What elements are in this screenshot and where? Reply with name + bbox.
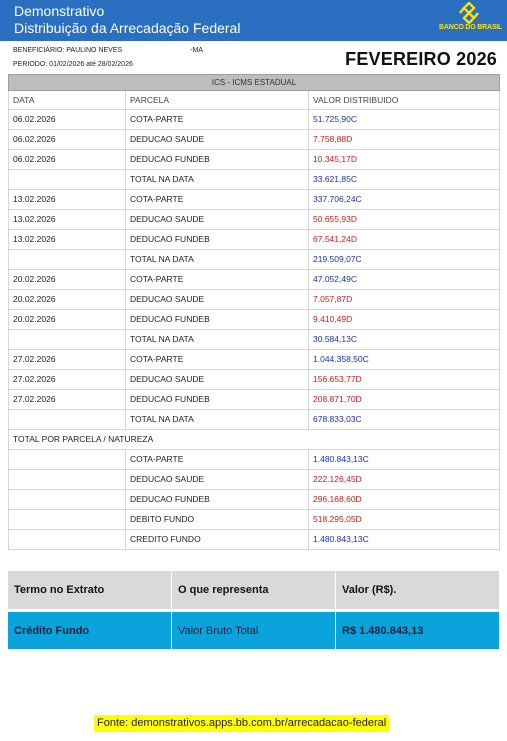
total-row-spacer xyxy=(8,490,125,509)
row-date: 20.02.2026 xyxy=(8,270,125,289)
row-parcel: DEDUCAO SAUDE xyxy=(125,210,308,229)
table-row xyxy=(8,250,500,270)
row-parcel: DEDUCAO SAUDE xyxy=(125,290,308,309)
row-parcel: COTA-PARTE xyxy=(125,350,308,369)
row-value: 33.621,85C xyxy=(308,170,500,189)
total-row-spacer xyxy=(8,510,125,529)
row-value: 30.584,13C xyxy=(308,330,500,349)
total-row xyxy=(8,510,500,530)
table-row xyxy=(8,110,500,130)
summary-header-value: Valor (R$). xyxy=(335,571,499,609)
totals-label-row xyxy=(8,430,500,450)
period: PERIODO: 01/02/2026 até 28/02/2026 xyxy=(13,61,133,68)
row-parcel: TOTAL NA DATA xyxy=(125,250,308,269)
total-row xyxy=(8,450,500,470)
row-parcel: DEDUCAO SAUDE xyxy=(125,130,308,149)
total-row-spacer xyxy=(8,530,125,549)
row-parcel: TOTAL NA DATA xyxy=(125,410,308,429)
column-header-date: DATA xyxy=(8,91,125,109)
row-value: 337.706,24C xyxy=(308,190,500,209)
beneficiary-line xyxy=(13,47,203,54)
source-note: Fonte: demonstrativos.apps.bb.com.br/arrecadacao-federal xyxy=(94,715,389,732)
table-row xyxy=(8,350,500,370)
row-parcel: DEDUCAO FUNDEB xyxy=(125,230,308,249)
summary-header-term: Termo no Extrato xyxy=(14,584,105,596)
total-row xyxy=(8,530,500,550)
row-date: 27.02.2026 xyxy=(8,350,125,369)
table-row xyxy=(8,390,500,410)
row-parcel: TOTAL NA DATA xyxy=(125,170,308,189)
row-parcel: COTA-PARTE xyxy=(125,190,308,209)
bb-logo-text: BANCO DO BRASIL xyxy=(439,24,503,31)
beneficiary-state: -MA xyxy=(190,47,203,54)
row-date xyxy=(8,330,125,349)
row-date: 13.02.2026 xyxy=(8,190,125,209)
row-parcel: TOTAL NA DATA xyxy=(125,330,308,349)
row-date: 20.02.2026 xyxy=(8,310,125,329)
summary-header-meaning: O que representa xyxy=(171,571,335,609)
row-parcel: DEDUCAO FUNDEB xyxy=(125,310,308,329)
row-value: 67.541,24D xyxy=(308,230,500,249)
total-value: 1.480.843,13C xyxy=(308,450,500,469)
row-date: 20.02.2026 xyxy=(8,290,125,309)
table-row xyxy=(8,230,500,250)
table-row xyxy=(8,370,500,390)
row-date xyxy=(8,170,125,189)
row-parcel: DEDUCAO FUNDEB xyxy=(125,390,308,409)
total-value: 518.295,05D xyxy=(308,510,500,529)
total-row xyxy=(8,490,500,510)
total-row xyxy=(8,470,500,490)
table-row xyxy=(8,410,500,430)
table-row xyxy=(8,170,500,190)
table-row xyxy=(8,190,500,210)
row-date xyxy=(8,250,125,269)
row-parcel: DEDUCAO FUNDEB xyxy=(125,150,308,169)
summary-table xyxy=(8,571,499,649)
summary-value: R$ 1.480.843,13 xyxy=(335,612,499,649)
row-value: 7.057,87D xyxy=(308,290,500,309)
total-value: 296.168,60D xyxy=(308,490,500,509)
row-value: 678.833,03C xyxy=(308,410,500,429)
summary-term: Crédito Fundo xyxy=(14,624,90,637)
summary-meaning: Valor Bruto Total xyxy=(171,612,335,649)
row-value: 51.725,90C xyxy=(308,110,500,129)
table-row xyxy=(8,270,500,290)
summary-header-row xyxy=(8,571,499,609)
banco-do-brasil-logo xyxy=(439,2,503,39)
title-line-1: Demonstrativo xyxy=(14,3,105,19)
row-date: 27.02.2026 xyxy=(8,370,125,389)
table-row xyxy=(8,210,500,230)
total-row-spacer xyxy=(8,470,125,489)
row-date: 06.02.2026 xyxy=(8,130,125,149)
row-value: 7.758,88D xyxy=(308,130,500,149)
totals-body xyxy=(8,450,500,550)
table-body xyxy=(8,110,500,430)
table-row xyxy=(8,310,500,330)
row-parcel: COTA-PARTE xyxy=(125,270,308,289)
row-date: 06.02.2026 xyxy=(8,150,125,169)
row-date: 13.02.2026 xyxy=(8,210,125,229)
page-header xyxy=(0,0,507,41)
row-value: 47.052,49C xyxy=(308,270,500,289)
column-header-value: VALOR DISTRIBUIDO xyxy=(308,91,500,109)
row-value: 1.044.358,50C xyxy=(308,350,500,369)
row-parcel: COTA-PARTE xyxy=(125,110,308,129)
row-parcel: DEDUCAO SAUDE xyxy=(125,370,308,389)
total-row-spacer xyxy=(8,450,125,469)
column-header-parcel: PARCELA xyxy=(125,91,308,109)
table-row xyxy=(8,150,500,170)
table-header-row xyxy=(8,91,500,110)
row-value: 219.509,07C xyxy=(308,250,500,269)
row-value: 50.655,93D xyxy=(308,210,500,229)
row-value: 10.345,17D xyxy=(308,150,500,169)
total-parcel: DEDUCAO FUNDEB xyxy=(125,490,308,509)
row-value: 9.410,49D xyxy=(308,310,500,329)
beneficiary: BENEFICIÁRIO: PAULINO NEVES xyxy=(13,47,123,54)
total-parcel: COTA-PARTE xyxy=(125,450,308,469)
total-parcel: CREDITO FUNDO xyxy=(125,530,308,549)
total-parcel: DEDUCAO SAUDE xyxy=(125,470,308,489)
row-value: 208.871,70D xyxy=(308,390,500,409)
row-date xyxy=(8,410,125,429)
totals-label: TOTAL POR PARCELA / NATUREZA xyxy=(8,430,500,449)
row-value: 156.653,77D xyxy=(308,370,500,389)
tax-banner: ICS - ICMS ESTADUAL xyxy=(8,74,500,91)
total-parcel: DEBITO FUNDO xyxy=(125,510,308,529)
bb-logo-icon xyxy=(458,2,480,24)
table-row xyxy=(8,130,500,150)
month-heading: FEVEREIRO 2026 xyxy=(345,49,497,69)
row-date: 13.02.2026 xyxy=(8,230,125,249)
row-date: 27.02.2026 xyxy=(8,390,125,409)
row-date: 06.02.2026 xyxy=(8,110,125,129)
table-row xyxy=(8,330,500,350)
document-title xyxy=(14,3,240,37)
table-row xyxy=(8,290,500,310)
total-value: 1.480.843,13C xyxy=(308,530,500,549)
summary-row xyxy=(8,612,499,649)
distribution-table xyxy=(8,74,500,550)
total-value: 222.126,45D xyxy=(308,470,500,489)
title-line-2: Distribuição da Arrecadação Federal xyxy=(14,20,241,36)
